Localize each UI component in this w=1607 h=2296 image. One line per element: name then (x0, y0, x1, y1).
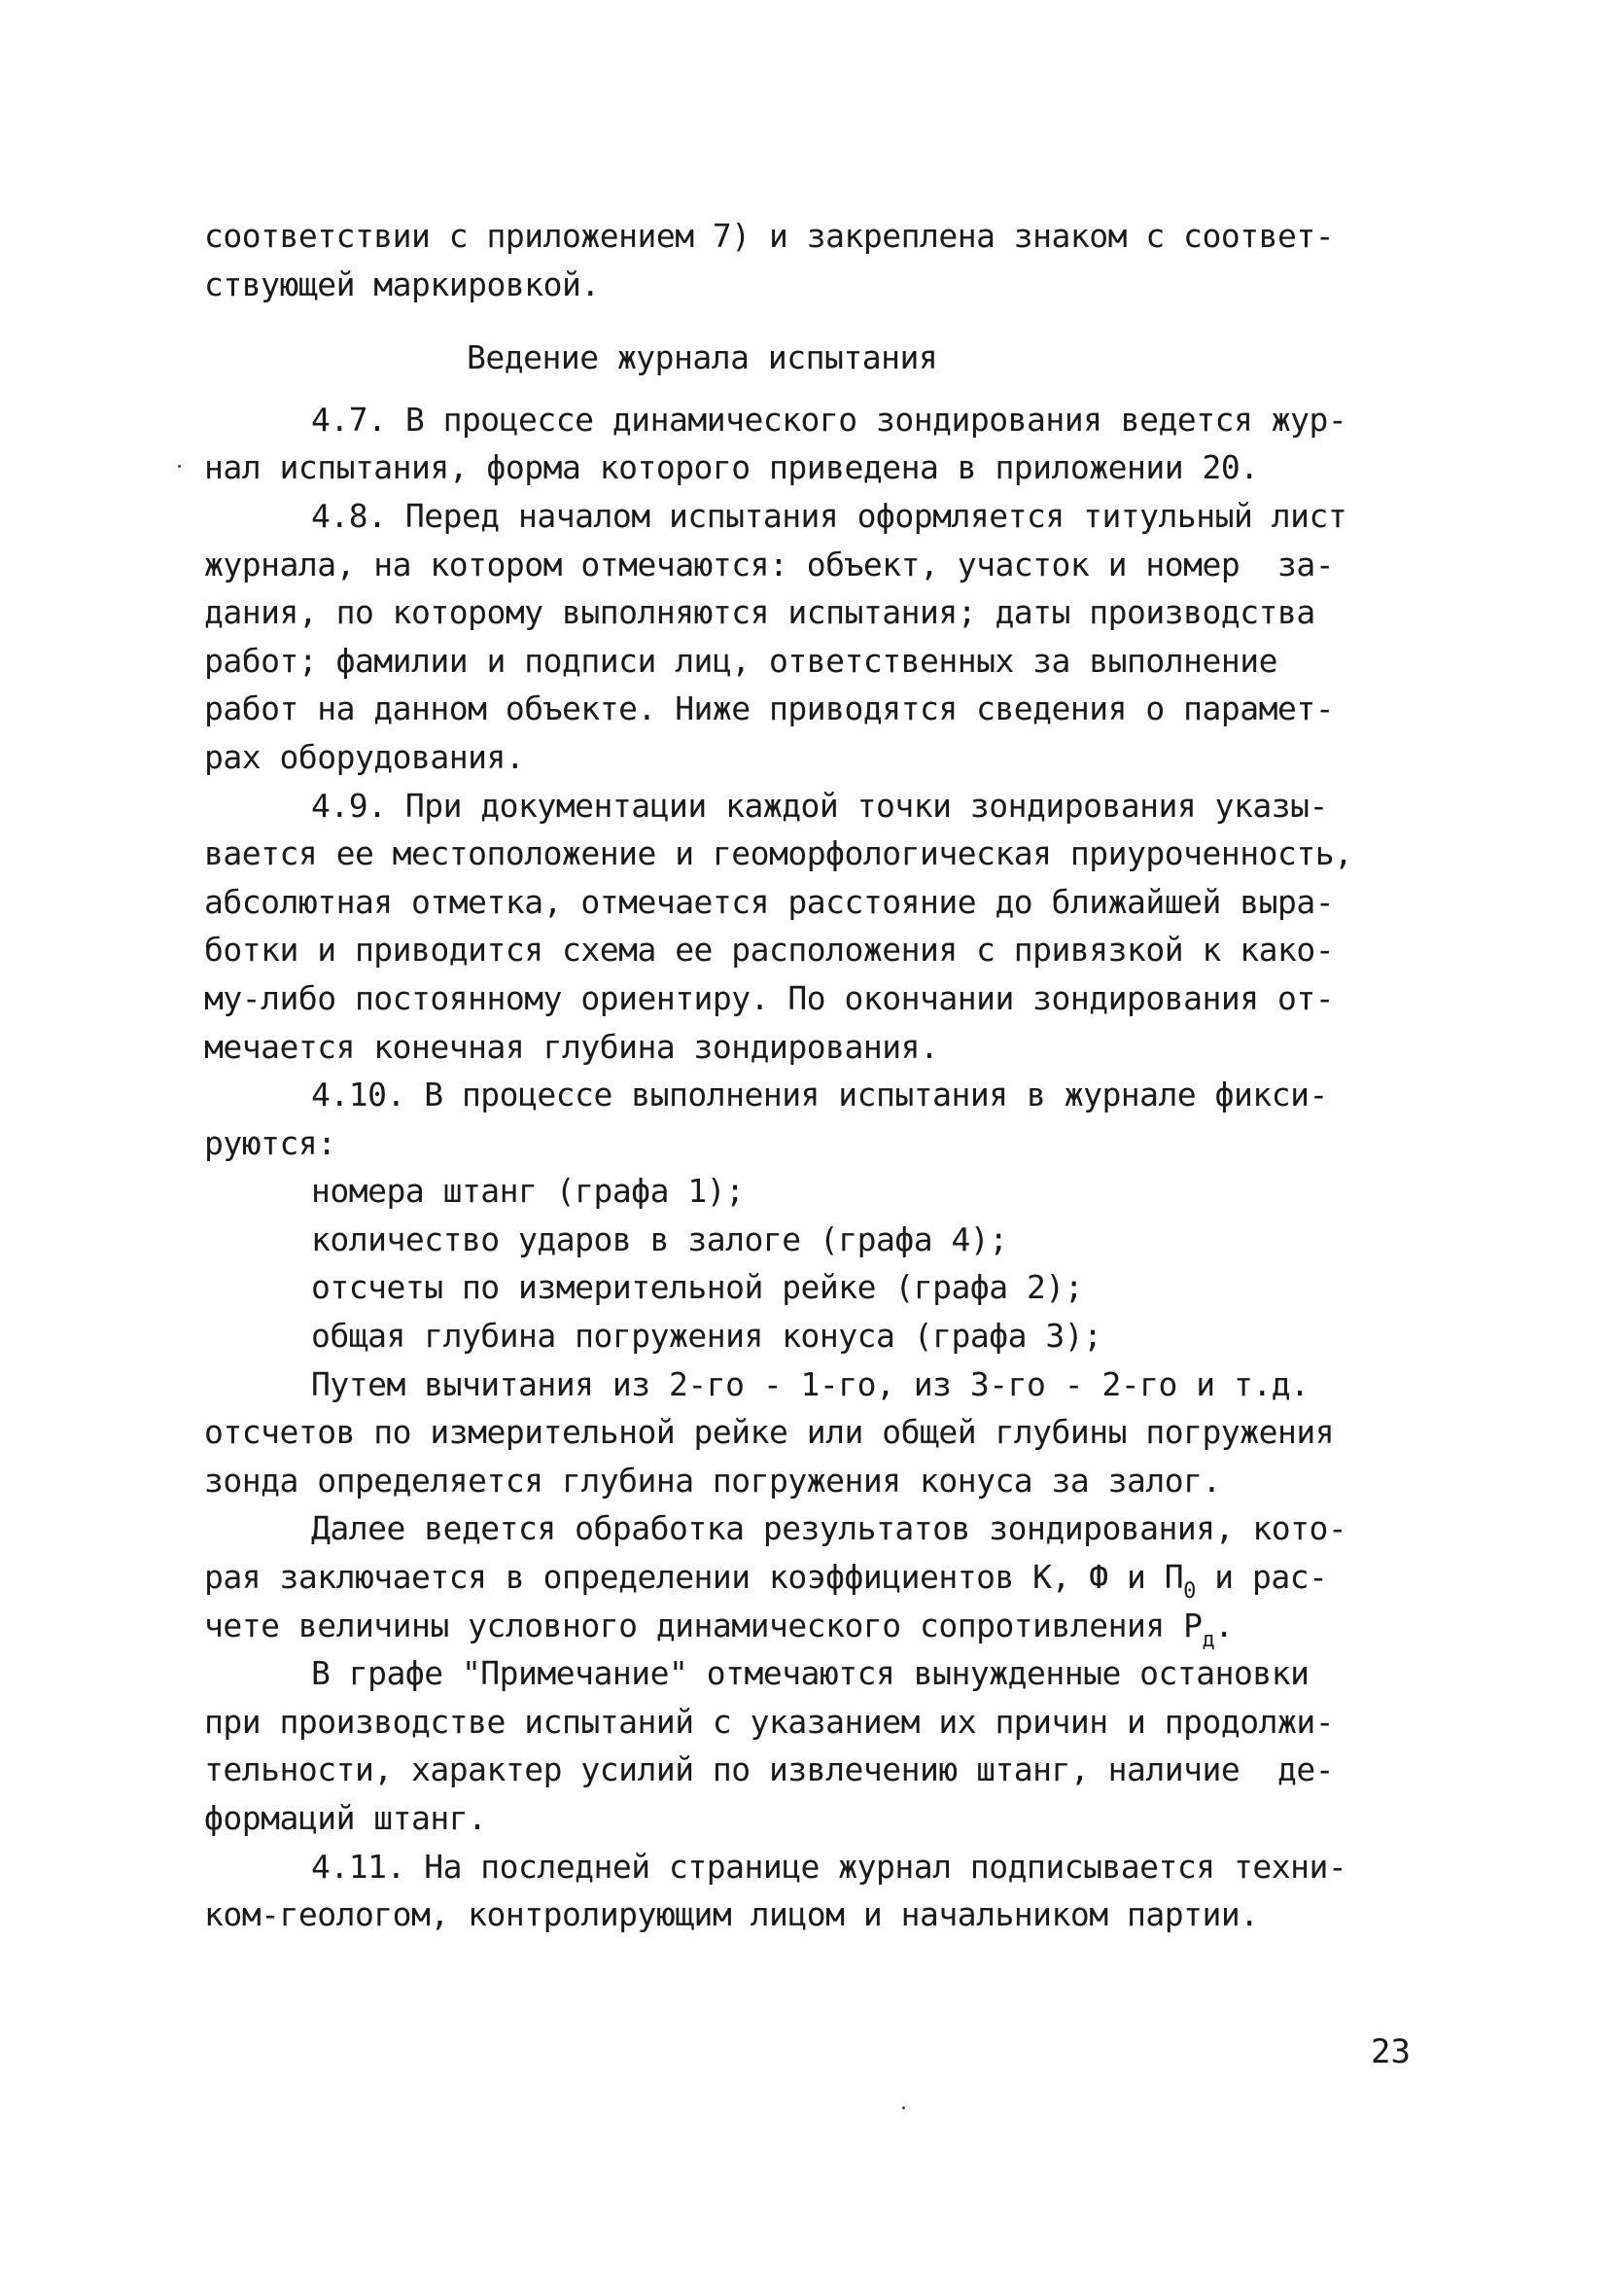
document-body (204, 212, 1410, 1939)
paragraph-4-8-line: рах оборудования. (204, 737, 525, 776)
paragraph-subtract-line: Путем вычитания из 2-го - 1-го, из 3-го - 2-го и т.д. (311, 1364, 1310, 1403)
paragraph-processing-line: Далее ведется обработка результатов зондирования, кото- (311, 1509, 1347, 1548)
list-item: количество ударов в залоге (графа 4); (311, 1219, 1008, 1258)
paragraph-4-9-line: ботки и приводится схема ее расположения с привязкой к како- (204, 931, 1335, 970)
section-heading: Ведение журнала испытания (467, 338, 938, 377)
paragraph-remark-line: при производстве испытаний с указанием их причин и продолжи- (204, 1702, 1335, 1741)
paragraph-processing-line (204, 1553, 1410, 1605)
paragraph-4-9-line: му-либо постоянному ориентиру. По окончании зондирования от- (204, 978, 1335, 1017)
list-item: отсчеты по измерительной рейке (графа 2); (311, 1268, 1084, 1307)
paragraph-4-7-line: 4.7. В процессе динамического зондирования ведется жур- (311, 400, 1347, 439)
list-item: номера штанг (графа 1); (311, 1172, 745, 1211)
paragraph-processing-line (204, 1602, 1410, 1650)
paragraph-remark-line: формаций штанг. (204, 1799, 487, 1837)
paragraph-4-10-line: 4.10. В процессе выполнения испытания в журнале фикси- (311, 1076, 1328, 1114)
paragraph-4-10-line: руются: (204, 1123, 336, 1162)
paragraph-remark-line: В графе "Примечание" отмечаются вынужденные остановки (311, 1654, 1310, 1693)
paragraph-4-11-line: ком-геологом, контролирующим лицом и начальником партии. (204, 1895, 1259, 1934)
paragraph-subtract-line: отсчетов по измерительной рейке или общей глубины погружения (204, 1413, 1335, 1452)
text-line: ствующей маркировкой. (204, 265, 600, 303)
subscript-d: д (1202, 1627, 1215, 1652)
subscript-zero: 0 (1183, 1579, 1196, 1605)
paragraph-4-9-line: мечается конечная глубина зондирования. (204, 1027, 939, 1066)
paragraph-4-8-line: 4.8. Перед началом испытания оформляется титульный лист (311, 496, 1347, 535)
paragraph-4-8-line: работ; фамилии и подписи лиц, ответственных за выполнение (204, 641, 1277, 680)
paragraph-4-7-line: нал испытания, форма которого приведена в приложении 20. (204, 448, 1259, 487)
list-item: общая глубина погружения конуса (графа 3); (311, 1317, 1102, 1356)
paragraph-4-9-line: абсолютная отметка, отмечается расстояние до ближайшей выра- (204, 882, 1335, 921)
paragraph-4-8-line: дания, по которому выполняются испытания; даты производства (204, 593, 1315, 632)
text-line: соответствии с приложением 7) и закреплена знаком с соответ- (204, 217, 1335, 255)
processing-text: . (1214, 1606, 1234, 1644)
paragraph-4-8-line: журнала, на котором отмечаются: объект, участок и номер за- (204, 545, 1335, 583)
paragraph-4-8-line: работ на данном объекте. Ниже приводятся сведения о парамет- (204, 689, 1335, 728)
paragraph-4-11-line: 4.11. На последней странице журнал подписывается техни- (311, 1847, 1347, 1886)
processing-text: чете величины условного динамического сопротивления Р (204, 1606, 1203, 1644)
processing-text: и рас- (1195, 1558, 1328, 1597)
scan-speck (902, 2106, 905, 2109)
paragraph-remark-line: тельности, характер усилий по извлечению штанг, наличие де- (204, 1750, 1335, 1789)
paragraph-subtract-line: зонда определяется глубина погружения конуса за залог. (204, 1461, 1221, 1500)
paragraph-4-9-line: вается ее местоположение и геоморфологическая приуроченность, (204, 834, 1353, 873)
paragraph-4-9-line: 4.9. При документации каждой точки зондирования указы- (311, 786, 1328, 825)
processing-text: рая заключается в определении коэффициентов К, Ф и П (204, 1558, 1184, 1597)
scan-speck (178, 465, 181, 468)
page-number: 23 (1371, 2032, 1411, 2071)
